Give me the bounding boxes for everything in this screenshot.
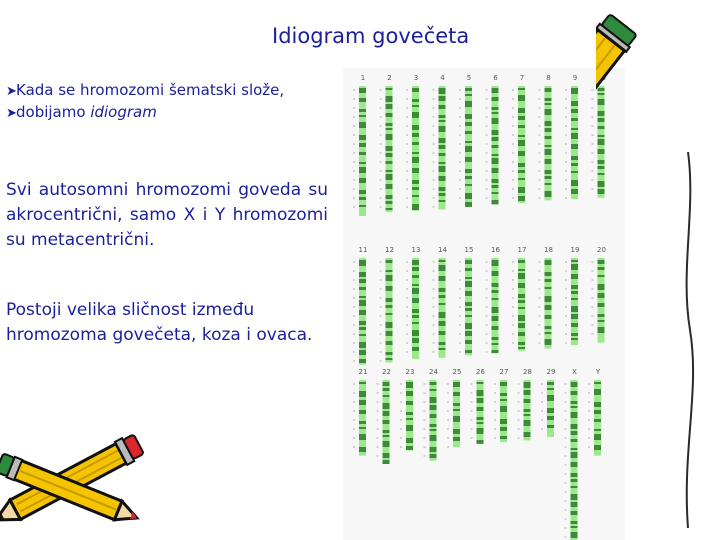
squiggle-line-icon (668, 150, 708, 530)
chromosome-label: 3 (413, 74, 419, 82)
chromosome-label: 5 (466, 74, 472, 82)
chromosome-label: 21 (358, 368, 368, 376)
chromosome-label: 1 (360, 74, 366, 82)
chromosome-label: 4 (440, 74, 445, 82)
chromosome-label: X (572, 368, 577, 376)
arrow-bullet-icon: ➤ (6, 106, 17, 121)
bullet-item (6, 80, 284, 102)
chromosome-label: Y (595, 368, 601, 376)
slide-title: Idiogram govečeta (272, 24, 470, 48)
chromosome-label: 15 (464, 246, 474, 254)
bullet-italic-term: idiogram (90, 103, 157, 121)
chromosome-label: 23 (405, 368, 415, 376)
paragraph-autosomes: Svi autosomni hromozomi goveda su akrocentrični, samo X i Y hromozomi su metacentrični. (6, 180, 328, 250)
chromosome-label: 28 (523, 368, 532, 376)
chromosome-label: 24 (429, 368, 438, 376)
chromosome-label: 13 (411, 246, 421, 254)
paragraph-similarity: Postoji velika sličnost između hromozoma govečeta, koza i ovaca. (6, 300, 313, 345)
chromosome-label: 22 (382, 368, 391, 376)
chromosome-label: 11 (358, 246, 368, 254)
bullet-text: dobijamo (16, 103, 91, 121)
chromosome-label: 26 (476, 368, 485, 376)
chromosome-label: 12 (385, 246, 394, 254)
chromosome-label: 2 (387, 74, 392, 82)
idiogram-figure (343, 68, 625, 540)
chromosome-label: 19 (570, 246, 580, 254)
chromosome-label: 29 (546, 368, 556, 376)
chromosome-label: 14 (438, 246, 447, 254)
chromosome-label: 9 (572, 74, 578, 82)
bullet-list (6, 80, 284, 124)
chromosome-label: 27 (499, 368, 509, 376)
chromosome-label: 17 (517, 246, 527, 254)
chromosome-label: 25 (452, 368, 462, 376)
chromosome-label: 8 (546, 74, 551, 82)
crossed-pencils-icon (0, 430, 150, 540)
arrow-bullet-icon: ➤ (6, 84, 17, 99)
bullet-item (6, 102, 284, 124)
chromosome-label: 6 (493, 74, 498, 82)
chromosome-label: 7 (519, 74, 525, 82)
idiogram-background (343, 68, 625, 540)
chromosome-label: 16 (491, 246, 500, 254)
bullet-text: Kada se hromozomi šematski slože, (16, 81, 285, 99)
chromosome-label: 18 (544, 246, 553, 254)
pencil-icon (596, 0, 716, 170)
chromosome-label: 20 (597, 246, 606, 254)
